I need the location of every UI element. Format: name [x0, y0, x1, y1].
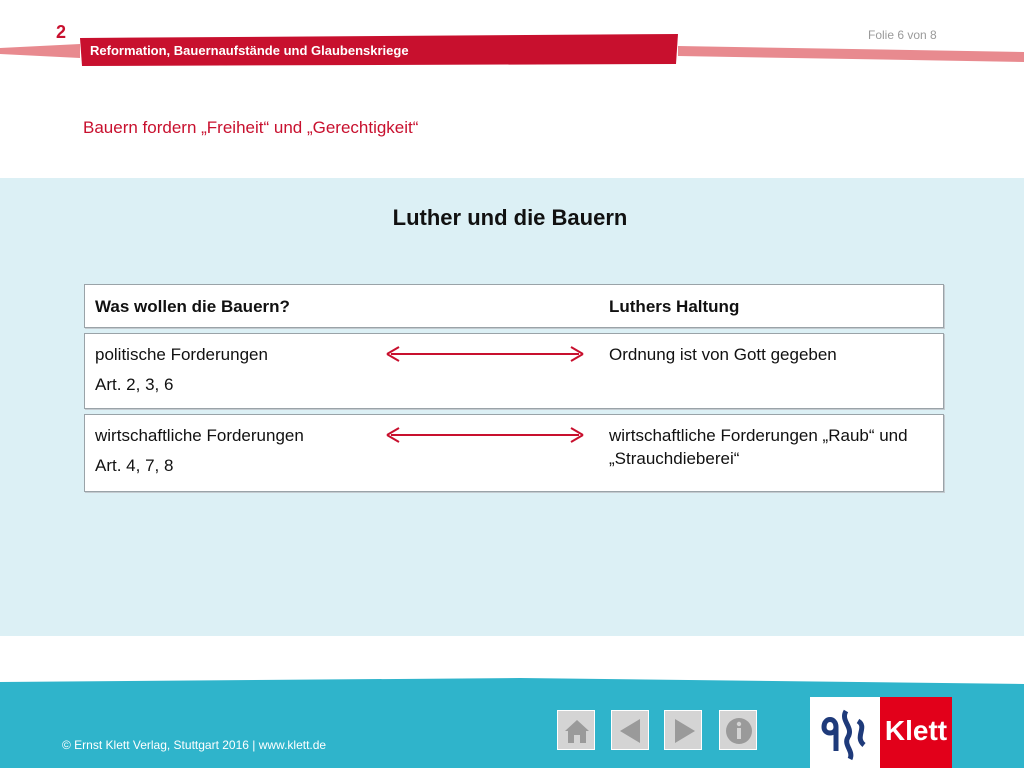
row-1-articles: Art. 2, 3, 6: [95, 375, 174, 394]
klett-emblem-icon: [810, 697, 880, 768]
copyright-text: © Ernst Klett Verlag, Stuttgart 2016 | www.klett.de: [62, 738, 327, 752]
info-icon: [720, 711, 758, 751]
next-icon: [665, 711, 703, 751]
header-title: Reformation, Bauernaufstände und Glaubenskriege: [90, 43, 409, 58]
header-peasants-demands: Was wollen die Bauern?: [95, 297, 290, 316]
double-arrow-icon: [385, 342, 585, 366]
chapter-number: 2: [56, 22, 67, 42]
slide-title: Luther und die Bauern: [392, 205, 628, 230]
row-1-demand: politische Forderungen: [95, 345, 268, 364]
table-row: [84, 333, 944, 409]
table-header-row: [84, 284, 944, 328]
row-2-luther-stance: wirtschaftliche Forderungen „Raub“ und „Strauchdieberei“: [609, 426, 908, 468]
next-slide-button[interactable]: [664, 710, 702, 750]
header-luthers-stance: Luthers Haltung: [609, 297, 740, 316]
row-2-demand: wirtschaftliche Forderungen: [95, 426, 304, 445]
double-arrow-icon: [385, 423, 585, 447]
slide-subtitle: Bauern fordern „Freiheit“ und „Gerechtigkeit“: [83, 118, 419, 137]
row-1-luther-stance: Ordnung ist von Gott gegeben: [609, 345, 837, 364]
info-button[interactable]: [719, 710, 757, 750]
previous-slide-button[interactable]: [611, 710, 649, 750]
home-icon: [558, 711, 596, 751]
table-row: [84, 414, 944, 492]
klett-wordmark: [880, 697, 952, 768]
klett-logo: [810, 697, 952, 768]
home-button[interactable]: [557, 710, 595, 750]
row-2-articles: Art. 4, 7, 8: [95, 456, 174, 475]
logo-text: Klett: [884, 715, 948, 746]
previous-icon: [612, 711, 650, 751]
slide-counter: Folie 6 von 8: [868, 28, 937, 42]
